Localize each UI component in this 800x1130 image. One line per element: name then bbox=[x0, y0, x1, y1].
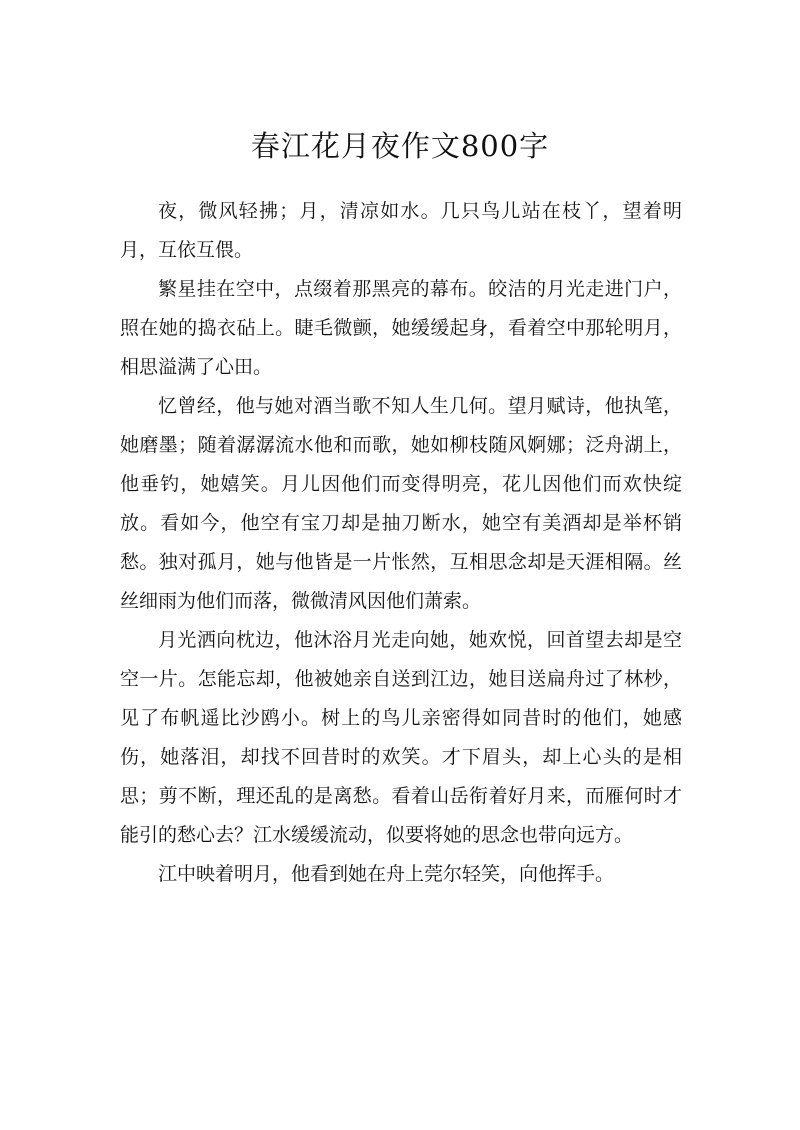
document-body bbox=[120, 192, 682, 894]
paragraph-4: 月光洒向枕边，他沐浴月光走向她，她欢悦，回首望去却是空空一片。怎能忘却，他被她亲自送到江边，她目送扁舟过了林杪，见了布帆遥比沙鸥小。树上的鸟儿亲密得如同昔时的他们，她感伤，她落泪，却找不回昔时的欢笑。才下眉头，却上心头的是相思；剪不断，理还乱的是离愁。看着山岳衔着好月来，而雁何时才能引的愁心去？江水缓缓流动，似要将她的思念也带向远方。 bbox=[120, 629, 682, 846]
document-title: 春江花月夜作文800字 bbox=[250, 129, 550, 163]
paragraph-5: 江中映着明月，他看到她在舟上莞尔轻笑，向他挥手。 bbox=[158, 863, 615, 885]
paragraph-1: 夜，微风轻拂；月，清凉如水。几只鸟儿站在枝丫，望着明月，互依互偎。 bbox=[120, 200, 682, 261]
paragraph-2: 繁星挂在空中，点缀着那黑亮的幕布。皎洁的月光走进门户，照在她的捣衣砧上。睫毛微颤，她缓缓起身，看着空中那轮明月，相思溢满了心田。 bbox=[120, 278, 682, 378]
paragraph-3: 忆曾经，他与她对酒当歌不知人生几何。望月赋诗，他执笔，她磨墨；随着潺潺流水他和而歌，她如柳枝随风婀娜；泛舟湖上，他垂钓，她嬉笑。月儿因他们而变得明亮，花儿因他们而欢快绽放。看如今，他空有宝刀却是抽刀断水，她空有美酒却是举杯销愁。独对孤月，她与他皆是一片怅然，互相思念却是天涯相隔。丝丝细雨为他们而落，微微清风因他们萧索。 bbox=[120, 395, 682, 612]
